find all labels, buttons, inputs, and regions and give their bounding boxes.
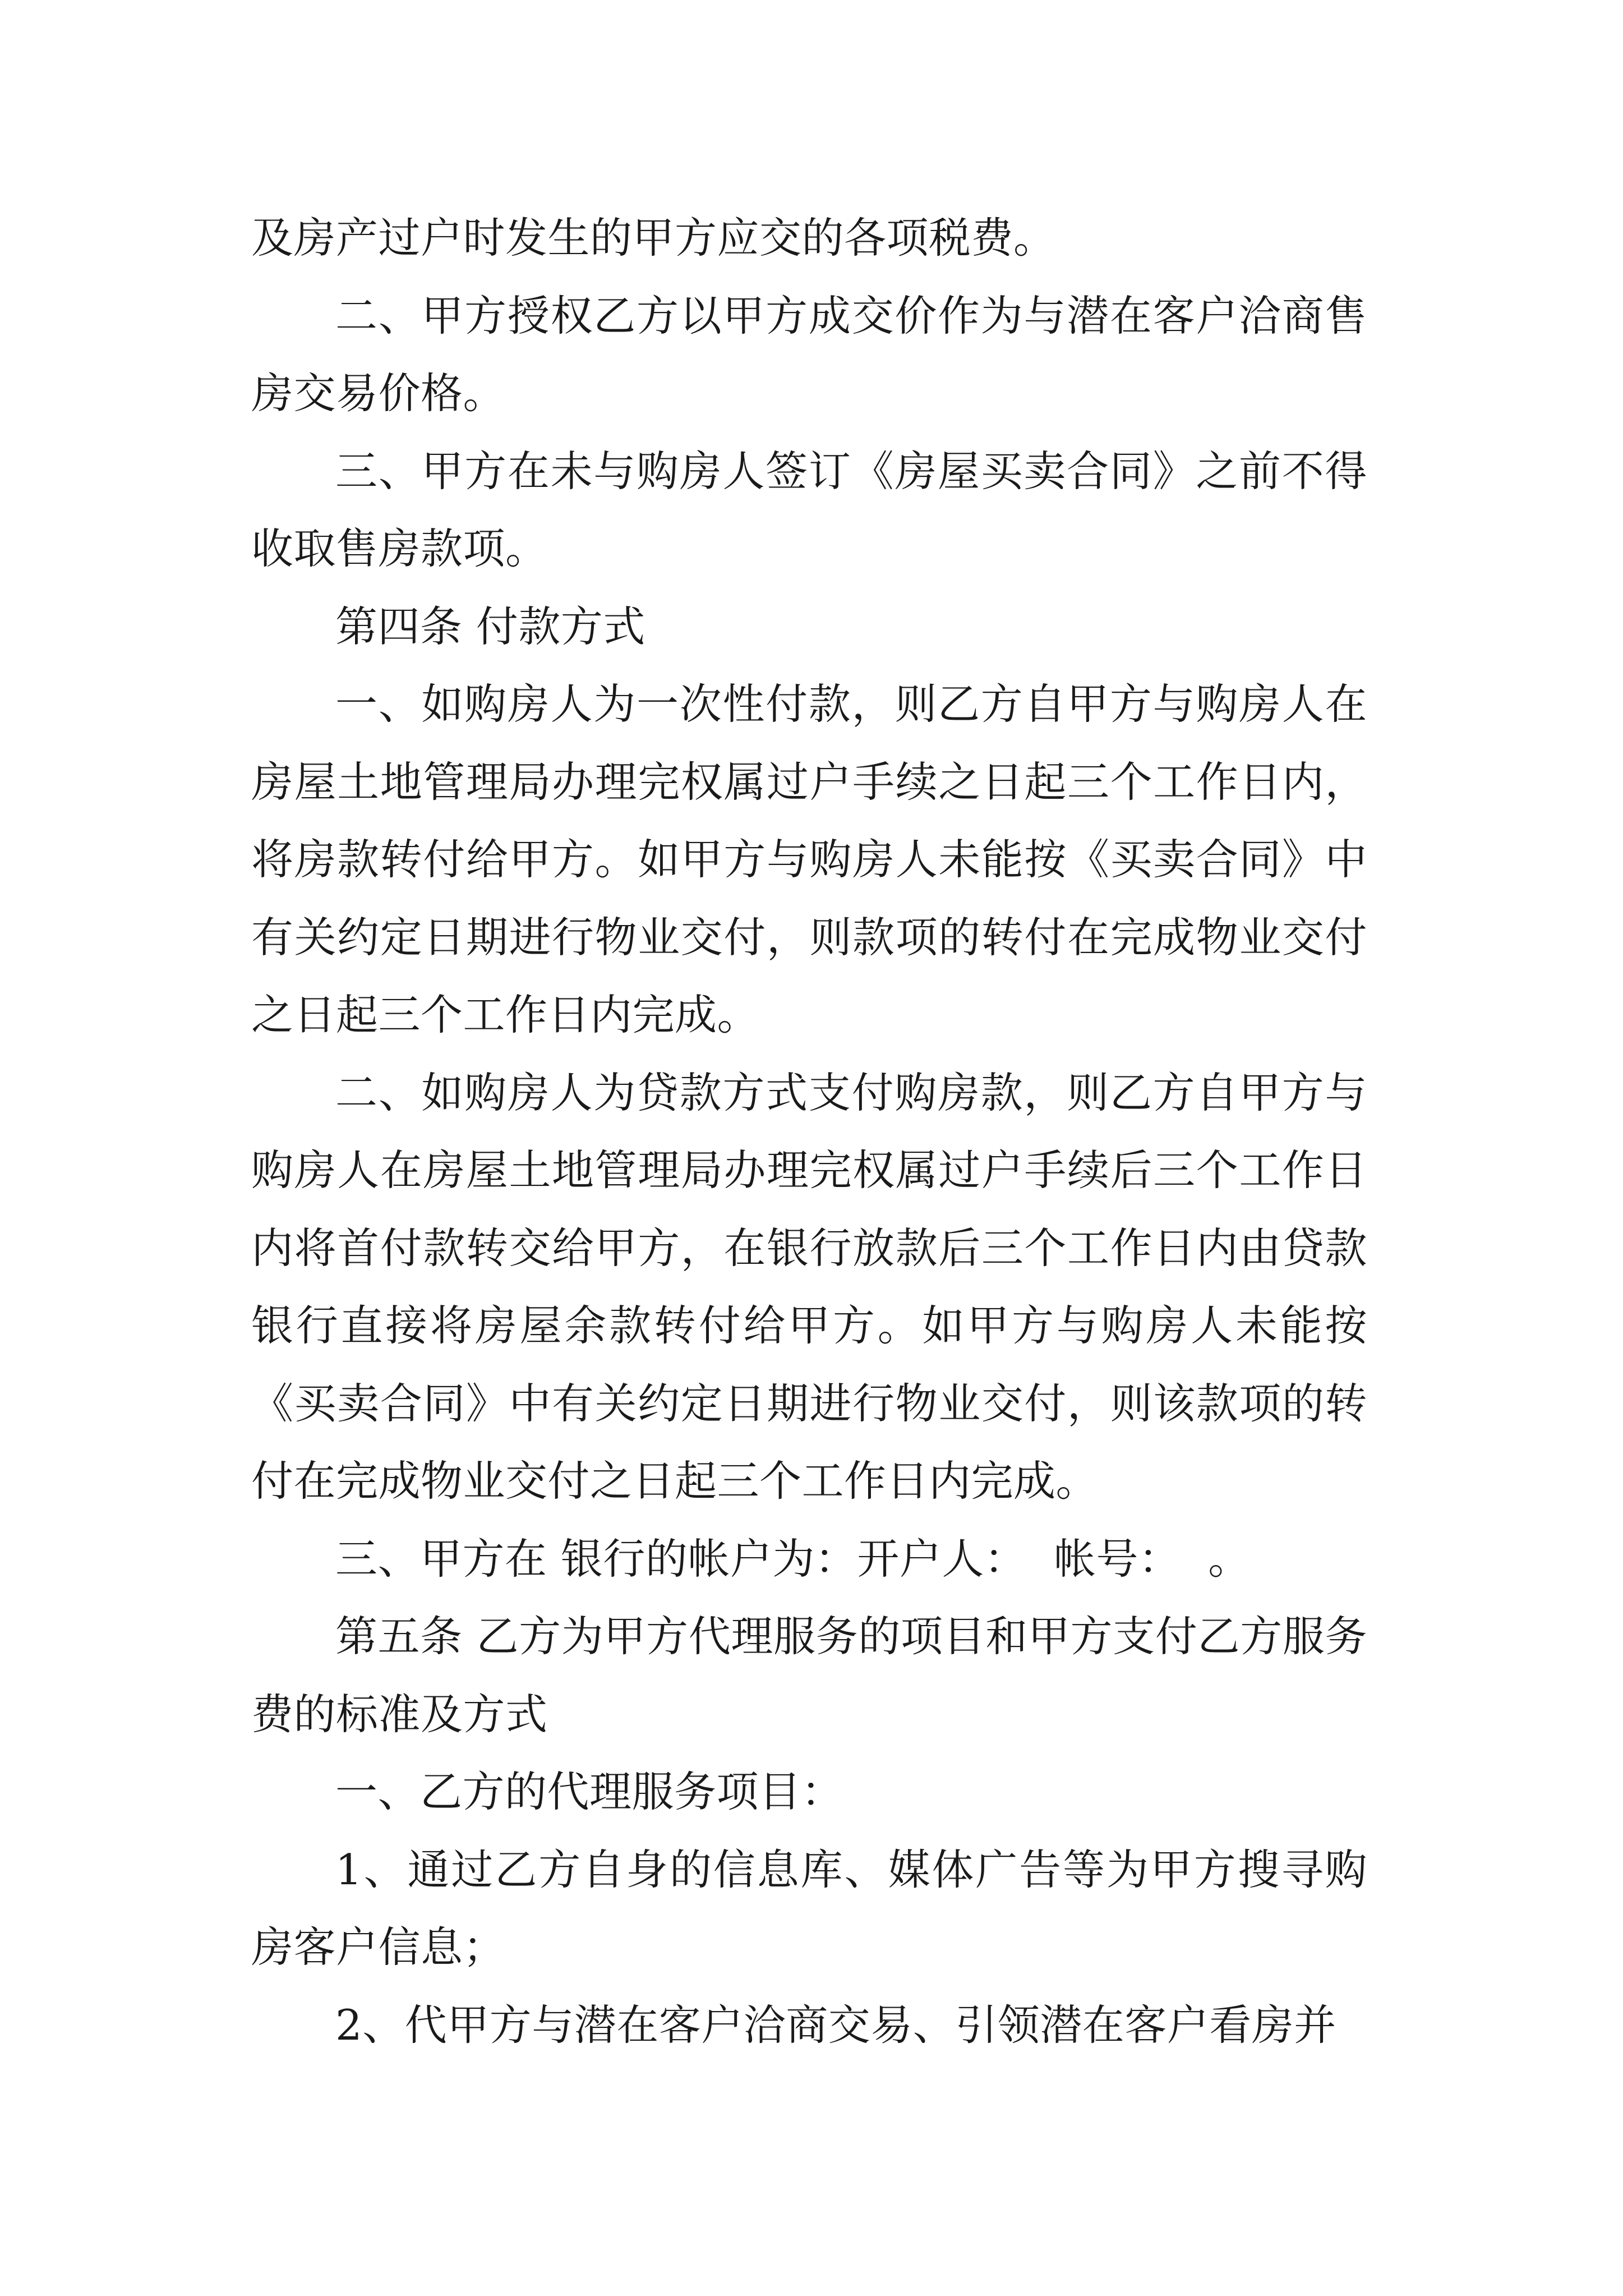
paragraph-tax-fees: 及房产过户时发生的甲方应交的各项税费。 (251, 213, 1056, 263)
paragraph-bank-account: 三、甲方在 银行的帐户为：开户人： 帐号： 。 (335, 1534, 1251, 1584)
list-item-service-2: 2、代甲方与潜在客户洽商交易、引领潜在客户看房并 (335, 2000, 1336, 2050)
paragraph-no-payment-before-contract: 三、甲方在未与购房人签订《房屋买卖合同》之前不得收取售房款项。 (251, 446, 1367, 573)
paragraph-service-items-heading: 一、乙方的代理服务项目： (335, 1767, 844, 1816)
paragraph-lump-sum-payment: 一、如购房人为一次性付款，则乙方自甲方与购房人在房屋土地管理局办理完权属过户手续之日起三个工作日内，将房款转付给甲方。如甲方与购房人未能按《买卖合同》中有关约定日期进行物业交付，则款项的转付在完成物业交付之日起三个工作日内完成。 (251, 679, 1367, 1039)
heading-article-5: 第五条 乙方为甲方代理服务的项目和甲方支付乙方服务费的标准及方式 (251, 1612, 1367, 1739)
document-body (251, 199, 1367, 2064)
paragraph-loan-payment: 二、如购房人为贷款方式支付购房款，则乙方自甲方与购房人在房屋土地管理局办理完权属过户手续后三个工作日内将首付款转交给甲方，在银行放款后三个工作日内由贷款银行直接将房屋余款转付给甲方。如甲方与购房人未能按《买卖合同》中有关约定日期进行物业交付，则该款项的转付在完成物业交付之日起三个工作日内完成。 (251, 1068, 1367, 1506)
list-item-service-1: 1、通过乙方自身的信息库、媒体广告等为甲方搜寻购房客户信息； (251, 1844, 1367, 1972)
heading-article-4: 第四条 付款方式 (335, 601, 645, 651)
paragraph-authorize-price: 二、甲方授权乙方以甲方成交价作为与潜在客户洽商售房交易价格。 (251, 291, 1367, 418)
